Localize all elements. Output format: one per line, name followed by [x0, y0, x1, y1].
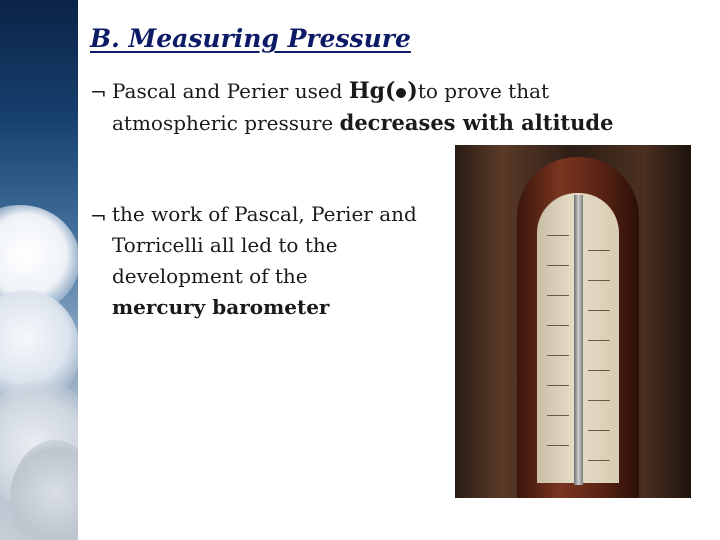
scale-tick [547, 355, 569, 356]
scale-tick [547, 295, 569, 296]
bullet-icon: ¬ [90, 204, 107, 228]
bullet-2-line-2: Torricelli all led to the [112, 233, 338, 257]
scale-tick [547, 265, 569, 266]
sky-background-image [0, 0, 78, 540]
scale-tick [547, 235, 569, 236]
scale-tick [588, 340, 610, 341]
scale-tick [588, 280, 610, 281]
scale-tick [588, 430, 610, 431]
scale-tick [588, 370, 610, 371]
scale-tick [547, 445, 569, 446]
mercury-symbol: Hg( [348, 78, 396, 104]
scale-tick [588, 250, 610, 251]
scale-tick [547, 385, 569, 386]
mercury-tube [574, 195, 583, 485]
bullet-1-text-rest: to prove that [417, 79, 550, 103]
bullet-2-emphasis: mercury barometer [112, 295, 330, 319]
slide-title: B. Measuring Pressure [90, 24, 411, 53]
scale-tick [588, 400, 610, 401]
bullet-2-line-1: the work of Pascal, Perier and [112, 202, 417, 226]
bullet-1-line-2 [112, 110, 613, 135]
scale-tick [547, 415, 569, 416]
bullet-1-text-2: atmospheric pressure [112, 111, 340, 135]
scale-tick [547, 325, 569, 326]
bullet-1-emphasis: decreases with altitude [339, 110, 614, 135]
barometer-photo [455, 145, 691, 498]
scale-tick [588, 310, 610, 311]
bullet-1-line-1 [112, 78, 549, 104]
mercury-symbol-close: ) [407, 78, 418, 104]
liquid-state-dot-icon [396, 88, 406, 98]
scale-tick [588, 460, 610, 461]
bullet-2-line-3: development of the [112, 264, 308, 288]
bullet-1-text: Pascal and Perier used [112, 79, 349, 103]
bullet-icon: ¬ [90, 80, 107, 104]
